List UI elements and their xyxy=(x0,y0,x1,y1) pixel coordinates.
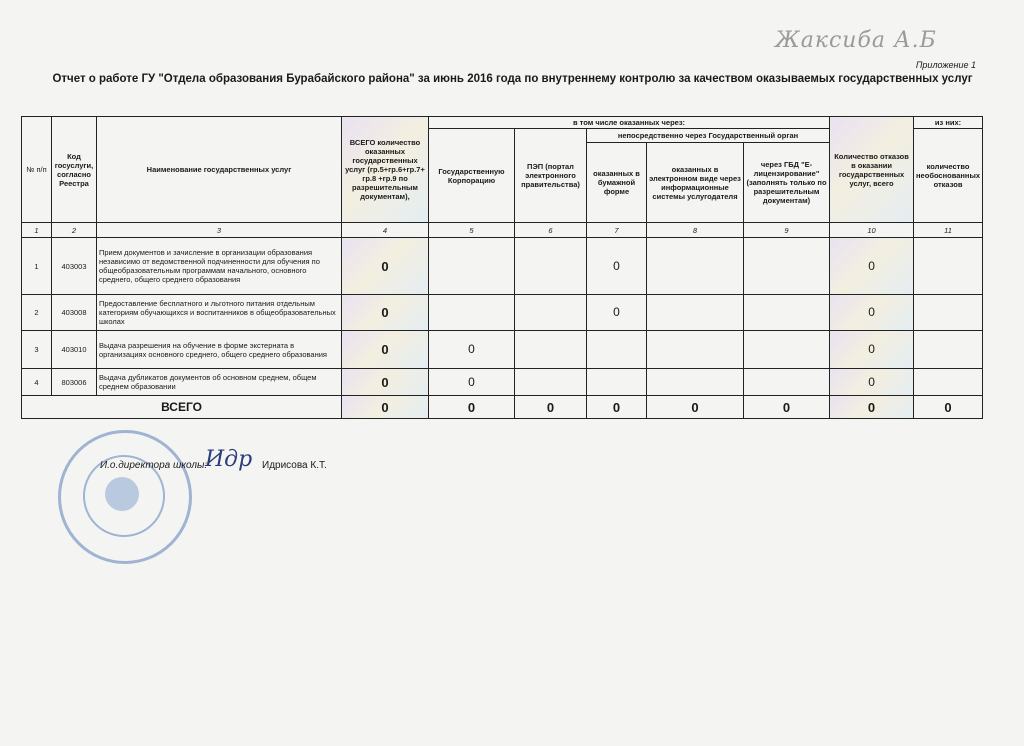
appendix-label: Приложение 1 xyxy=(915,60,976,70)
gbd-value xyxy=(744,331,830,369)
col-number: 6 xyxy=(515,223,587,238)
paper-value xyxy=(587,369,647,396)
gbd-value xyxy=(744,369,830,396)
paper-value: 0 xyxy=(587,238,647,295)
unjustified-value xyxy=(914,369,983,396)
col-number: 5 xyxy=(429,223,515,238)
handwritten-note: Жаксиба А.Б xyxy=(775,28,937,53)
refusals-value: 0 xyxy=(830,331,914,369)
total-value: 0 xyxy=(342,238,429,295)
header-electronic: оказанных в электронном виде через информационные системы услугодателя xyxy=(647,143,744,223)
service-name: Выдача разрешения на обучение в форме экстерната в организациях основного среднего, общего среднего образования xyxy=(97,331,342,369)
header-name: Наименование государственных услуг xyxy=(97,117,342,223)
refusals-value: 0 xyxy=(830,369,914,396)
corp-value xyxy=(429,295,515,331)
header-np: № п/п xyxy=(22,117,52,223)
total-gbd: 0 xyxy=(744,396,830,419)
signatory-title: И.о.директора школы: xyxy=(100,460,208,471)
col-number: 1 xyxy=(22,223,52,238)
table-row xyxy=(22,331,983,369)
services-table xyxy=(21,116,983,419)
service-name: Прием документов и зачисление в организации образования независимо от ведомственной подчиненности для обучения по общеобразовательным программам начального, основного среднего, общего среднего образования xyxy=(97,238,342,295)
pep-value xyxy=(515,238,587,295)
total-unjustified: 0 xyxy=(914,396,983,419)
corp-value: 0 xyxy=(429,369,515,396)
unjustified-value xyxy=(914,331,983,369)
pep-value xyxy=(515,331,587,369)
official-stamp xyxy=(58,430,192,564)
header-direct-group: непосредственно через Государственный орган xyxy=(587,129,830,143)
total-value: 0 xyxy=(342,295,429,331)
total-corp: 0 xyxy=(429,396,515,419)
gbd-value xyxy=(744,238,830,295)
table-row xyxy=(22,238,983,295)
row-number: 1 xyxy=(22,238,52,295)
refusals-value: 0 xyxy=(830,295,914,331)
header-corp: Государственную Корпорацию xyxy=(429,129,515,223)
service-code: 403003 xyxy=(52,238,97,295)
header-code: Код госуслуги, согласно Реестра xyxy=(52,117,97,223)
total-value: 0 xyxy=(342,331,429,369)
service-name: Предоставление бесплатного и льготного питания отдельным категориям обучающихся и воспитанников в общеобразовательных школах xyxy=(97,295,342,331)
total-row xyxy=(22,396,983,419)
header-paper: оказанных в бумажной форме xyxy=(587,143,647,223)
total-pep: 0 xyxy=(515,396,587,419)
table-row xyxy=(22,295,983,331)
pep-value xyxy=(515,295,587,331)
row-number: 4 xyxy=(22,369,52,396)
unjustified-value xyxy=(914,238,983,295)
corp-value xyxy=(429,238,515,295)
header-gbd: через ГБД "Е-лицензирование" (заполнять только по разрешительным документам) xyxy=(744,143,830,223)
gbd-value xyxy=(744,295,830,331)
header-refusals: Количество отказов в оказании государственных услуг, всего xyxy=(830,117,914,223)
report-title: Отчет о работе ГУ "Отдела образования Бурабайского района" за июнь 2016 года по внутреннему контролю за качеством оказываемых государственных услуг xyxy=(52,73,973,85)
signatory-name: Идрисова К.Т. xyxy=(262,460,327,471)
row-number: 2 xyxy=(22,295,52,331)
header-via-group: в том числе оказанных через: xyxy=(429,117,830,129)
col-number: 10 xyxy=(830,223,914,238)
electronic-value xyxy=(647,295,744,331)
col-number: 9 xyxy=(744,223,830,238)
pep-value xyxy=(515,369,587,396)
handwritten-signature: Идр xyxy=(205,447,253,472)
unjustified-value xyxy=(914,295,983,331)
col-number: 2 xyxy=(52,223,97,238)
header-total: ВСЕГО количество оказанных государственных услуг (гр.5+гр.6+гр.7+ гр.8 +гр.9 по разрешительным документам), xyxy=(342,117,429,223)
total-paper: 0 xyxy=(587,396,647,419)
col-number: 7 xyxy=(587,223,647,238)
service-code: 403008 xyxy=(52,295,97,331)
col-number: 11 xyxy=(914,223,983,238)
total-value: 0 xyxy=(342,369,429,396)
table-row xyxy=(22,369,983,396)
service-name: Выдача дубликатов документов об основном среднем, общем среднем образовании xyxy=(97,369,342,396)
service-code: 803006 xyxy=(52,369,97,396)
column-number-row xyxy=(22,223,983,238)
total-sum: 0 xyxy=(342,396,429,419)
electronic-value xyxy=(647,238,744,295)
electronic-value xyxy=(647,331,744,369)
refusals-value: 0 xyxy=(830,238,914,295)
total-electronic: 0 xyxy=(647,396,744,419)
paper-value xyxy=(587,331,647,369)
service-code: 403010 xyxy=(52,331,97,369)
row-number: 3 xyxy=(22,331,52,369)
col-number: 4 xyxy=(342,223,429,238)
paper-value: 0 xyxy=(587,295,647,331)
header-unjustified: количество необоснованных отказов xyxy=(914,129,983,223)
header-of-them: из них: xyxy=(914,117,983,129)
total-label: ВСЕГО xyxy=(22,396,342,419)
stamp-emblem-icon xyxy=(105,477,139,511)
col-number: 8 xyxy=(647,223,744,238)
total-refusals: 0 xyxy=(830,396,914,419)
corp-value: 0 xyxy=(429,331,515,369)
col-number: 3 xyxy=(97,223,342,238)
electronic-value xyxy=(647,369,744,396)
header-pep: ПЭП (портал электронного правительства) xyxy=(515,129,587,223)
